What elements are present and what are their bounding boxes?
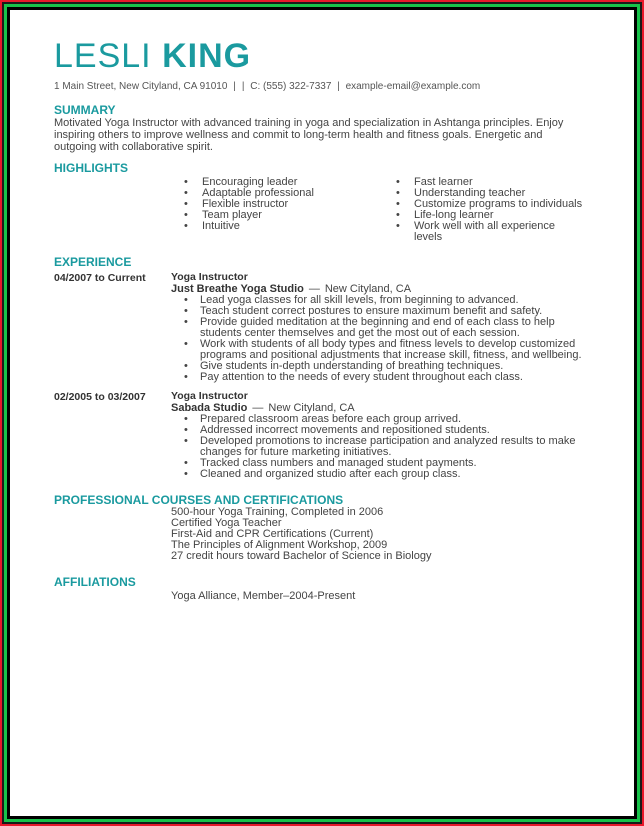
highlight-item: • Intuitive <box>184 221 364 232</box>
duty-item: • Lead yoga classes for all skill levels, from beginning to advanced. <box>171 295 584 306</box>
highlight-item: • Adaptable professional <box>184 188 364 199</box>
company-name: Just Breathe Yoga Studio <box>171 283 304 295</box>
job-details <box>171 272 584 383</box>
job-title: Yoga Instructor <box>171 390 248 402</box>
candidate-name <box>54 36 584 76</box>
duty-item: • Addressed incorrect movements and repositioned students. <box>171 425 584 436</box>
company-location: New Cityland, CA <box>268 402 355 414</box>
job-duties <box>171 414 584 480</box>
company-location: New Cityland, CA <box>324 283 412 295</box>
resume-content <box>54 36 584 602</box>
courses-heading: PROFESSIONAL COURSES AND CERTIFICATIONS <box>54 493 344 507</box>
highlights-list <box>54 177 584 245</box>
courses-list <box>171 507 584 562</box>
resume-page <box>10 10 634 816</box>
job-title: Yoga Instructor <box>171 271 248 283</box>
duty-item: • Work with students of all body types and fitness levels to develop customized programs and positional adjustments that increase skill, fitness, and wellbeing. <box>171 339 584 361</box>
contact-line <box>54 80 584 94</box>
highlight-item: • Work well with all experience levels <box>396 221 584 243</box>
highlights-heading: HIGHLIGHTS <box>54 161 128 175</box>
course-item: Certified Yoga Teacher <box>171 517 282 529</box>
duty-item: • Developed promotions to increase participation and analyzed results to make changes for future marketing initiatives. <box>171 436 584 458</box>
company-name: Sabada Studio <box>171 402 248 414</box>
experience-heading: EXPERIENCE <box>54 255 132 269</box>
duty-item: • Prepared classroom areas before each group arrived. <box>171 414 584 425</box>
course-item: 500-hour Yoga Training, Completed in 2006 <box>171 506 384 518</box>
duty-item: • Teach student correct postures to ensure maximum benefit and safety. <box>171 306 584 317</box>
first-name: LESLI <box>54 37 152 75</box>
address: 1 Main Street, New Cityland, CA 91010 <box>54 81 228 92</box>
highlight-item: • Life-long learner <box>396 210 584 221</box>
separator: | <box>337 81 340 92</box>
job-details <box>171 391 584 480</box>
separator: | <box>233 81 236 92</box>
dash: — <box>252 402 264 414</box>
affiliation-item: Yoga Alliance, Member–2004-Present <box>171 590 356 602</box>
affiliations-list <box>171 591 584 602</box>
highlight-item: • Flexible instructor <box>184 199 364 210</box>
job-entry <box>54 272 584 383</box>
duty-item: • Pay attention to the needs of every student throughout each class. <box>171 372 584 383</box>
highlight-item: • Encouraging leader <box>184 177 364 188</box>
affiliations-heading: AFFILIATIONS <box>54 575 136 589</box>
summary-text: Motivated Yoga Instructor with advanced training in yoga and specialization in Ashtanga principles. Enjoy inspiring others to improve wellness and commit to long-term health and fitness goals. Energetic and outgoing with collaborative spirit. <box>54 117 564 153</box>
job-dates: 04/2007 to Current <box>54 272 146 284</box>
duty-item: • Provide guided meditation at the beginning and end of each class to help students center themselves and get the most out of each session. <box>171 317 584 339</box>
highlight-item: • Customize programs to individuals <box>396 199 584 210</box>
highlight-item: • Fast learner <box>396 177 584 188</box>
duty-item: • Tracked class numbers and managed student payments. <box>171 458 584 469</box>
last-name: KING <box>162 37 252 75</box>
job-entry <box>54 391 584 480</box>
email: example-email@example.com <box>345 81 481 92</box>
job-duties <box>171 295 584 383</box>
course-item: First-Aid and CPR Certifications (Current) <box>171 528 374 540</box>
highlight-item: • Team player <box>184 210 364 221</box>
summary-heading: SUMMARY <box>54 103 116 117</box>
highlights-left-column <box>184 177 364 232</box>
duty-item: • Give students in-depth understanding of breathing techniques. <box>171 361 584 372</box>
dash: — <box>308 283 320 295</box>
separator: | <box>241 81 245 92</box>
job-dates: 02/2005 to 03/2007 <box>54 391 146 403</box>
course-item: The Principles of Alignment Workshop, 2009 <box>171 539 388 551</box>
highlights-right-column <box>396 177 584 243</box>
course-item: 27 credit hours toward Bachelor of Science in Biology <box>171 550 432 562</box>
phone: C: (555) 322-7337 <box>250 81 332 92</box>
duty-item: • Cleaned and organized studio after each group class. <box>171 469 584 480</box>
highlight-item: • Understanding teacher <box>396 188 584 199</box>
